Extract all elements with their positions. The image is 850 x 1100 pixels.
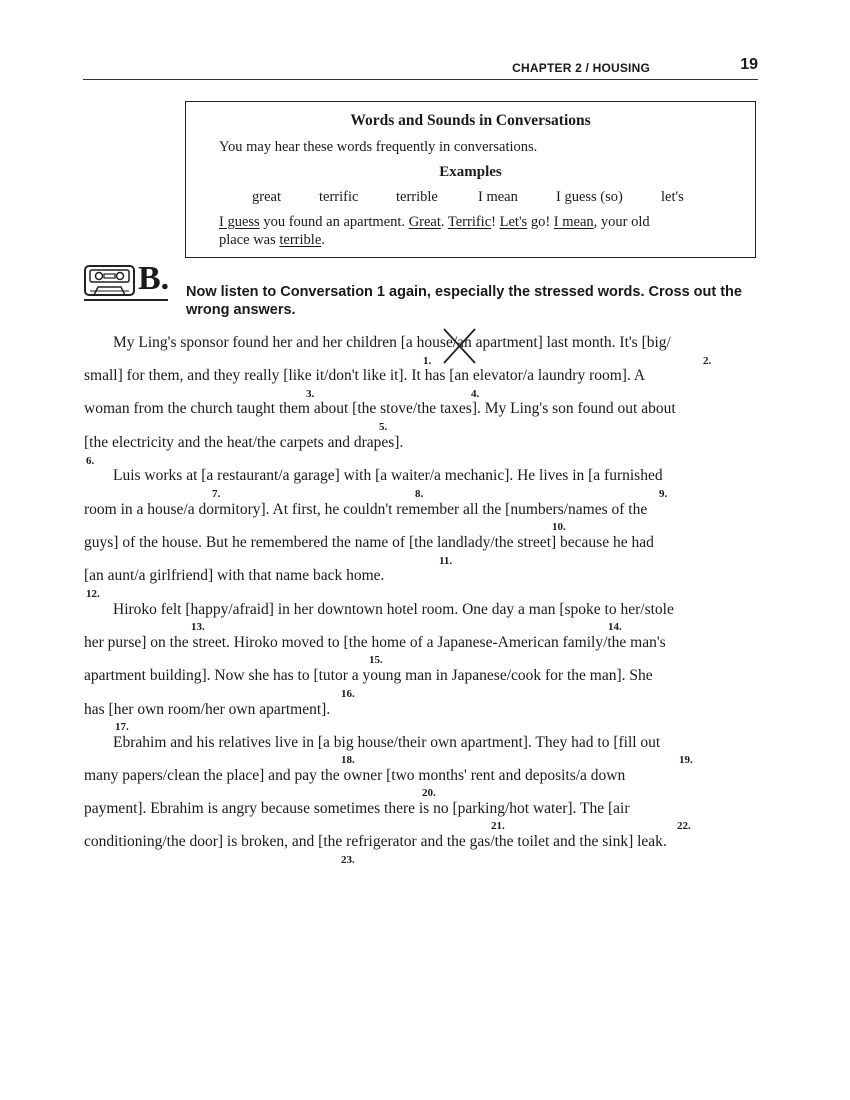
passage-line: Hiroko felt [happy/afraid] in her downtown hotel room. One day a man [spoke to her/stole — [113, 601, 674, 618]
blank-number: 11. — [439, 555, 453, 567]
box-intro: You may hear these words frequently in conversations. — [219, 139, 538, 155]
passage-line: guys] of the house. But he remembered the name of [the landlady/the street] because he had — [84, 534, 654, 551]
chapter-title: CHAPTER 2 / HOUSING — [512, 61, 650, 75]
sentence-text: ! — [491, 214, 500, 230]
passage-line: Luis works at [a restaurant/a garage] with [a waiter/a mechanic]. He lives in [a furnished — [113, 467, 663, 484]
blank-number: 23. — [341, 854, 355, 866]
blank-number: 8. — [415, 488, 424, 500]
blank-number: 18. — [341, 754, 355, 766]
underlined-word: terrible — [279, 232, 322, 248]
underlined-word: Let's — [499, 214, 528, 230]
blank-number: 15. — [369, 654, 383, 666]
blank-number: 10. — [552, 521, 566, 533]
sentence-text: place was — [219, 232, 280, 248]
section-rule — [84, 299, 168, 301]
example-sentence-line-2 — [219, 232, 325, 249]
section-instruction: Now listen to Conversation 1 again, especially the stressed words. Cross out the wrong answers. — [186, 284, 742, 318]
sentence-text: . — [440, 214, 448, 230]
passage-line: payment]. Ebrahim is angry because sometimes there is no [parking/hot water]. The [air — [84, 800, 630, 817]
sentence-text: , your old — [593, 214, 650, 230]
passage-line: has [her own room/her own apartment]. — [84, 701, 331, 718]
sentence-text: go! — [527, 214, 554, 230]
blank-number: 9. — [659, 488, 668, 500]
passage-line: small] for them, and they really [like it/don't like it]. It has [an elevator/a laundry room]. A — [84, 367, 646, 384]
section-letter: B. — [138, 260, 170, 297]
blank-number: 21. — [491, 820, 505, 832]
blank-number: 3. — [306, 388, 315, 400]
examples-heading: Examples — [439, 164, 502, 180]
passage-line: [an aunt/a girlfriend] with that name back home. — [84, 567, 385, 584]
blank-number: 22. — [677, 820, 691, 832]
passage-line: apartment building]. Now she has to [tutor a young man in Japanese/cook for the man]. She — [84, 667, 653, 684]
blank-number: 7. — [212, 488, 221, 500]
example-word: terrific — [319, 189, 359, 205]
blank-number: 14. — [608, 621, 622, 633]
example-word: I mean — [478, 189, 518, 205]
blank-number: 1. — [423, 355, 432, 367]
blank-number: 20. — [422, 787, 436, 799]
page-number: 19 — [740, 56, 758, 73]
example-word: great — [252, 189, 281, 205]
cassette-tape-icon — [84, 264, 135, 297]
underlined-word: Great — [408, 214, 441, 230]
example-word: terrible — [396, 189, 438, 205]
underlined-word: Terrific — [447, 214, 492, 230]
blank-number: 19. — [679, 754, 693, 766]
passage-line: woman from the church taught them about [the stove/the taxes]. My Ling's son found out about — [84, 400, 676, 417]
sentence-text: . — [321, 232, 325, 248]
example-sentence-line-1 — [219, 214, 650, 231]
box-title: Words and Sounds in Conversations — [350, 112, 591, 129]
passage-line: My Ling's sponsor found her and her children [a house/an apartment] last month. It's [big/ — [113, 334, 671, 351]
passage-line: [the electricity and the heat/the carpets and drapes]. — [84, 434, 404, 451]
blank-number: 16. — [341, 688, 355, 700]
header-rule — [83, 79, 758, 80]
underlined-word: I mean — [553, 214, 594, 230]
underlined-word: I guess — [219, 214, 260, 230]
page-header — [83, 58, 758, 78]
blank-number: 12. — [86, 588, 100, 600]
blank-number: 2. — [703, 355, 712, 367]
blank-number: 6. — [86, 455, 95, 467]
cross-out-mark — [441, 326, 479, 366]
passage-line: conditioning/the door] is broken, and [the refrigerator and the gas/the toilet and the sink] leak. — [84, 833, 667, 850]
blank-number: 17. — [115, 721, 129, 733]
blank-number: 13. — [191, 621, 205, 633]
example-word: I guess (so) — [556, 189, 623, 205]
blank-number: 5. — [379, 421, 388, 433]
passage-line: many papers/clean the place] and pay the owner [two months' rent and deposits/a down — [84, 767, 626, 784]
passage-line: room in a house/a dormitory]. At first, he couldn't remember all the [numbers/names of the — [84, 501, 648, 518]
example-word: let's — [661, 189, 684, 205]
sentence-text: you found an apartment. — [259, 214, 409, 230]
words-and-sounds-box — [185, 101, 756, 258]
passage-line: her purse] on the street. Hiroko moved to [the home of a Japanese-American family/the man's — [84, 634, 666, 651]
passage-line: Ebrahim and his relatives live in [a big house/their own apartment]. They had to [fill out — [113, 734, 661, 751]
blank-number: 4. — [471, 388, 480, 400]
